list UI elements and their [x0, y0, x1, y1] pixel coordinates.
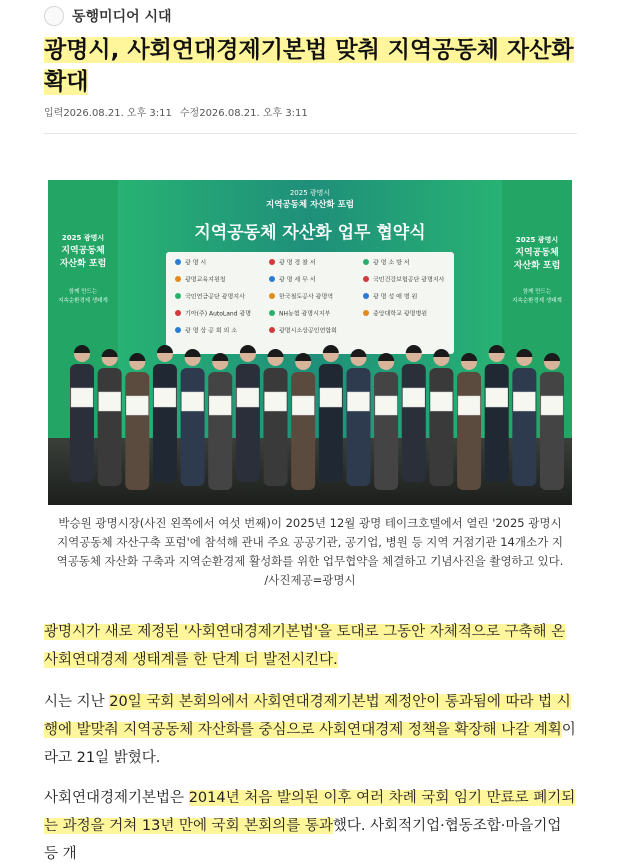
divider — [44, 133, 577, 134]
body-paragraph-3 — [44, 784, 577, 868]
forum-name: 지역공동체 자산화 포럼 — [265, 200, 355, 210]
person — [70, 345, 94, 482]
org-logo-icon — [175, 293, 181, 299]
article-meta — [44, 104, 308, 119]
published-date: 입력2026.08.21. 오후 3:11 — [44, 108, 172, 119]
certificate — [292, 396, 314, 415]
org-logo-icon — [175, 310, 181, 316]
certificate — [320, 388, 342, 407]
p3-text-c: 했다. 사회적기업·협동조합·마을기업 등 개 — [44, 818, 562, 862]
p2-text-c: 이라고 21일 밝혔다. — [44, 722, 576, 766]
org-name: 한국철도공사 광명역 — [279, 293, 334, 301]
org-name: 광 명 상 공 회 의 소 — [185, 327, 238, 335]
org-name: 국민연금공단 광명지사 — [185, 293, 245, 301]
certificate — [458, 396, 480, 415]
certificate — [265, 392, 287, 411]
org-name: 광명시소상공인연합회 — [279, 327, 337, 335]
person — [264, 349, 288, 486]
org-logo-icon — [363, 259, 369, 265]
right-banner-line3: 자산화 포럼 — [513, 261, 561, 271]
org-logo-icon — [175, 259, 181, 265]
right-banner-line1: 2025 광명시 — [515, 236, 559, 244]
left-banner-line1: 2025 광명시 — [61, 234, 105, 242]
person — [98, 349, 122, 486]
title-line-1: 광명시, 사회연대경제기본법 맞춰 지역공동체 자산화 — [44, 37, 574, 63]
org-name: NH농협 광명시지부 — [279, 310, 331, 318]
org-logo-icon — [269, 310, 275, 316]
certificate — [513, 392, 535, 411]
certificate — [209, 396, 231, 415]
certificate — [126, 396, 148, 415]
banner-title: 지역공동체 자산화 업무 협약식 — [194, 223, 426, 243]
forum-year: 2025 광명시 — [289, 189, 331, 197]
person — [457, 353, 481, 490]
org-logo-icon — [363, 293, 369, 299]
person — [153, 345, 177, 482]
org-name: 광 명 소 방 서 — [373, 259, 410, 267]
article-photo[interactable] — [48, 180, 572, 505]
p3-highlight: 2014년 처음 발의된 이후 여러 차례 국회 임기 만료로 폐기되는 과정을 거쳐 13년 만에 국회 본회의를 통과 — [44, 790, 576, 834]
certificate — [182, 392, 204, 411]
p2-highlight: 20일 국회 본회의에서 사회연대경제기본법 제정안이 통과됨에 따라 법 시행에 발맞춰 지역공동체 자산화를 중심으로 사회연대경제 정책을 확장해 나갈 계획 — [44, 694, 571, 738]
certificate — [237, 388, 259, 407]
person — [291, 353, 315, 490]
org-logo-icon — [269, 276, 275, 282]
org-logo-icon — [175, 327, 181, 333]
person — [485, 345, 509, 482]
certificate — [99, 392, 121, 411]
body-paragraph-2 — [44, 688, 577, 772]
org-name: 기아(주) AutoLand 광명 — [185, 310, 252, 318]
certificate — [430, 392, 452, 411]
p2-text-a: 시는 지난 — [44, 694, 110, 710]
certificate — [403, 388, 425, 407]
modified-date: 수정2026.08.21. 오후 3:11 — [179, 108, 308, 119]
site-header — [44, 6, 172, 26]
right-banner-line2: 지역공동체 — [515, 248, 559, 258]
certificate — [541, 396, 563, 415]
person — [402, 345, 426, 482]
person — [319, 345, 343, 482]
lead-highlight: 광명시가 새로 제정된 '사회연대경제기본법'을 토대로 그동안 자체적으로 구축해 온 사회연대경제 생태계를 한 단계 더 발전시킨다. — [44, 624, 566, 668]
org-logo-icon — [363, 310, 369, 316]
certificate — [71, 388, 93, 407]
left-banner-line2: 지역공동체 — [61, 246, 105, 256]
person — [208, 353, 232, 490]
org-name: 광 명 경 찰 서 — [279, 259, 316, 267]
person — [540, 353, 564, 490]
body-paragraph-1 — [44, 618, 577, 674]
org-board — [166, 252, 454, 354]
brand-logo[interactable] — [44, 6, 64, 26]
photo-caption: 박승원 광명시장(사진 왼쪽에서 여섯 번째)이 2025년 12월 광명 테이크호텔에서 열린 '2025 광명시 지역공동체 자산구축 포럼'에 참석해 관내 주요 공공기관, 공기업, 병원 등 지역 거점기관 14개소가 지역공동체 자산화 구축과 지역순환경제 활성화를 위한 업무협약을 체결하고 기념사진을 촬영하고 있다. /사진제공=광명시 — [56, 516, 564, 587]
right-banner-sub1: 함께 만드는 — [522, 289, 552, 295]
left-banner-line3: 자산화 포럼 — [59, 259, 107, 269]
org-name: 광 명 세 무 서 — [279, 276, 316, 284]
org-logo-icon — [175, 276, 181, 282]
left-banner-sub1: 함께 만드는 — [68, 289, 98, 295]
certificate — [375, 396, 397, 415]
certificate — [347, 392, 369, 411]
org-logo-icon — [269, 327, 275, 333]
person — [512, 349, 536, 486]
person — [374, 353, 398, 490]
org-name: 국민건강보험공단 광명지사 — [373, 276, 445, 284]
org-logo-icon — [269, 259, 275, 265]
org-name: 중앙대학교 광명병원 — [373, 310, 428, 318]
brand-name[interactable]: 동행미디어 시대 — [72, 9, 172, 25]
left-banner-sub2: 지속순환경제 생태계 — [58, 298, 108, 304]
certificate — [486, 388, 508, 407]
person — [346, 349, 370, 486]
title-line-2: 확대 — [44, 69, 89, 95]
p3-text-a: 사회연대경제기본법은 — [44, 790, 189, 806]
person — [181, 349, 205, 486]
person — [125, 353, 149, 490]
article-title — [44, 34, 584, 98]
certificate — [154, 388, 176, 407]
org-logo-icon — [363, 276, 369, 282]
org-name: 광 명 성 애 병 원 — [373, 293, 418, 301]
org-logo-icon — [269, 293, 275, 299]
org-name: 광 명 시 — [185, 259, 207, 267]
org-name: 광명교육지원청 — [185, 276, 226, 284]
right-banner-sub2: 지속순환경제 생태계 — [512, 298, 562, 304]
person — [236, 345, 260, 482]
ceremony-photo — [48, 180, 572, 505]
person — [429, 349, 453, 486]
